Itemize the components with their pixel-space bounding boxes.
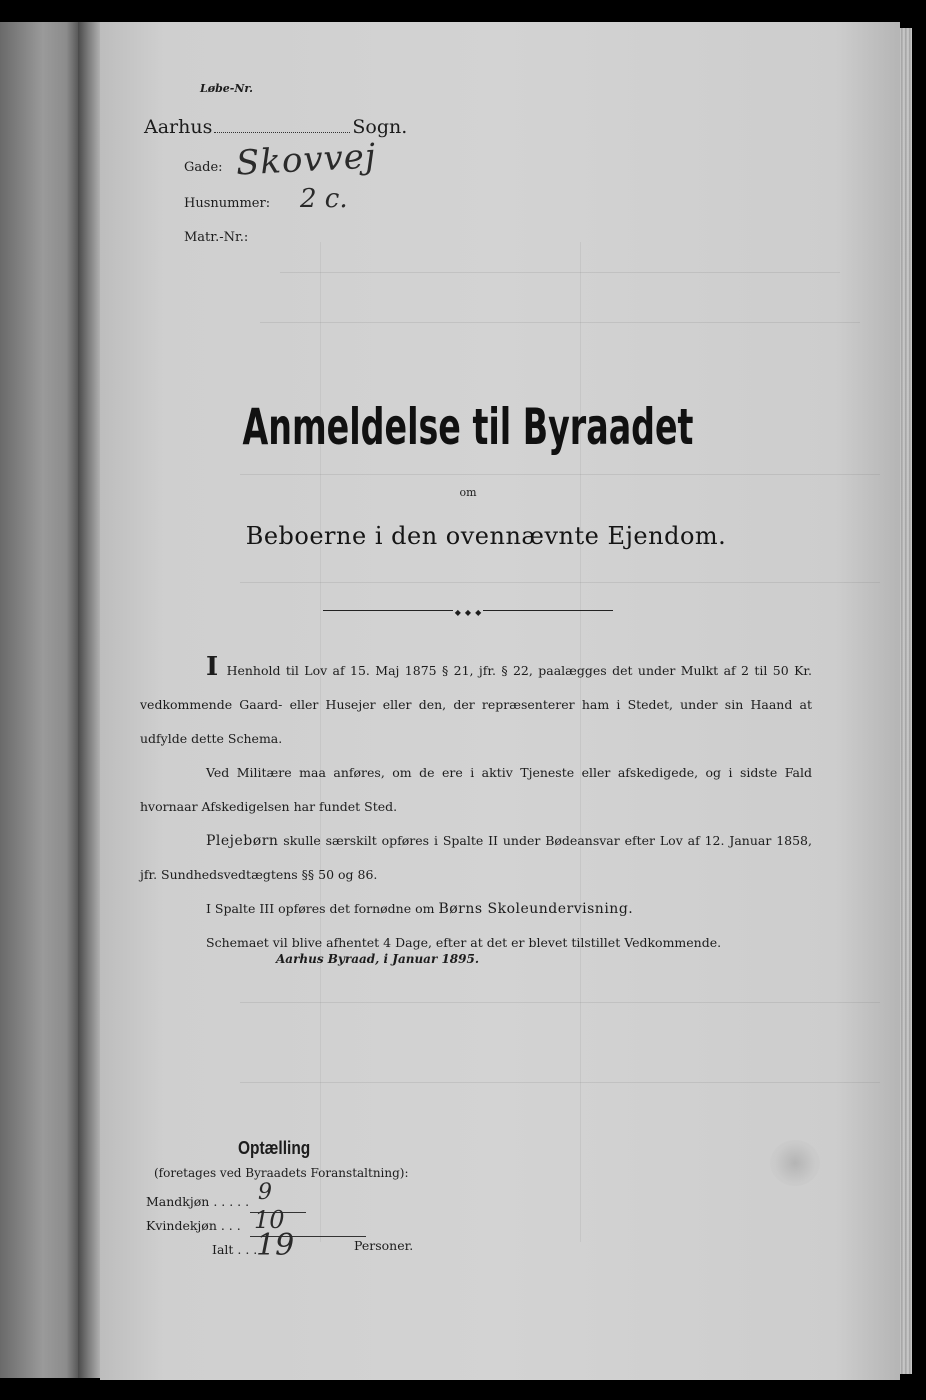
paragraph-3 [140, 824, 812, 892]
personer-label: Personer. [354, 1238, 414, 1253]
byraad-signature-line: Aarhus Byraad, i Januar 1895. [276, 952, 480, 966]
sogn-label: Sogn. [352, 116, 408, 138]
kvindekjon-row: Kvindekjøn . . . [146, 1218, 241, 1233]
paragraph-2: Ved Militære maa anføres, om de ere i aktiv Tjeneste eller afskedigede, og i sidste Fald hvornaar Afskedigelsen har fundet Sted. [140, 765, 812, 814]
mandkjon-row: Mandkjøn . . . . . [146, 1194, 250, 1209]
husnummer-label: Husnummer: [184, 196, 271, 211]
paragraph-1 [140, 654, 812, 756]
ink-smudge [770, 1140, 820, 1186]
om-word: om [459, 486, 477, 499]
paragraph-4 [140, 892, 812, 926]
kvindekjon-label: Kvindekjøn [146, 1218, 217, 1233]
document-page [100, 22, 900, 1380]
ialt-handwritten-value: 19 [256, 1228, 295, 1263]
document-title: Anmeldelse til Byraadet [242, 398, 694, 456]
gade-handwritten-value: Skovvej [235, 136, 378, 184]
document-subtitle: Beboerne i den ovennævnte Ejendom. [245, 522, 727, 550]
paragraph-1-text: Henhold til Lov af 15. Maj 1875 § 21, jfr. § 22, paalægges det under Mulkt af 2 til 50 Kr. vedkommende Gaard- eller Husejer eller den, der repræsenterer ham i Stedet, under sin Haand at udfylde dette Schema. [140, 663, 812, 746]
ialt-label: Ialt [212, 1242, 234, 1257]
paragraph-4-text: I Spalte III opføres det fornødne om [206, 901, 435, 916]
mandkjon-label: Mandkjøn [146, 1194, 210, 1209]
ialt-row: Ialt . . . [212, 1242, 258, 1257]
book-spine [78, 22, 102, 1378]
ornament-divider: ◆ ◆ ◆ [100, 600, 836, 619]
mandkjon-handwritten-value: 9 [258, 1180, 272, 1205]
page-stack-edge [898, 28, 912, 1374]
instructions-body [140, 654, 812, 960]
aarhus-label: Aarhus [144, 116, 213, 138]
matr-nr-label: Matr.-Nr.: [184, 230, 249, 245]
plejeborn-word: Plejebørn [206, 833, 279, 849]
sogn-blank [214, 132, 350, 133]
gade-label: Gade: [184, 160, 223, 175]
facing-page-edge [0, 22, 78, 1378]
optaelling-title: Optælling [238, 1138, 311, 1158]
loebe-nr-label: Løbe-Nr. [200, 82, 253, 95]
aarhus-sogn-line [144, 116, 407, 138]
optaelling-subtitle: (foretages ved Byraadets Foranstaltning): [154, 1166, 409, 1180]
kvindekjon-handwritten-value: 10 [254, 1206, 285, 1234]
skoleundervisning-phrase: Børns Skoleundervisning. [438, 901, 634, 917]
drop-cap: I [206, 652, 219, 682]
paragraph-3-text: skulle særskilt opføres i Spalte II under Bødeansvar efter Lov af 12. Januar 1858, jfr. Sundhedsvedtægtens §§ 50 og 86. [140, 833, 812, 882]
paragraph-5: Schemaet vil blive afhentet 4 Dage, efter at det er blevet tilstillet Vedkommende. [206, 935, 722, 950]
husnummer-handwritten-value: 2 c. [300, 184, 348, 214]
